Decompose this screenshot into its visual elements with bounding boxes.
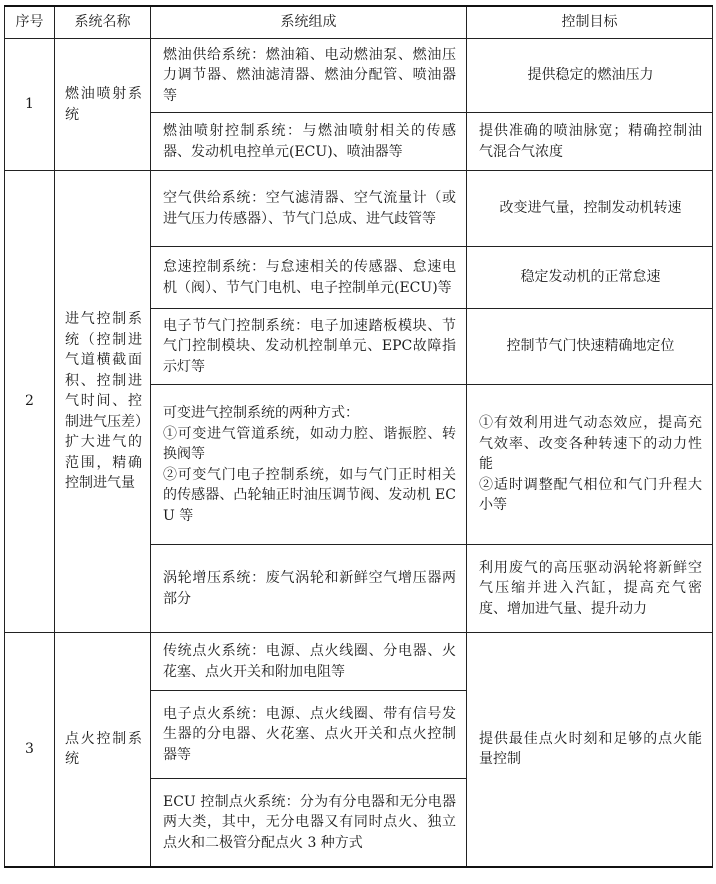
header-system-name: 系统名称: [55, 6, 151, 39]
goal-line: ②适时调整配气相位和气门升程大小等: [479, 476, 702, 514]
goal-cell: 控制节气门快速精确地定位: [467, 309, 713, 385]
row-index-3: 3: [5, 633, 55, 867]
goal-cell: 稳定发动机的正常怠速: [467, 247, 713, 309]
engine-control-systems-table: [4, 5, 713, 868]
system-name-1: 燃油喷射系统: [55, 39, 151, 171]
composition-cell: 燃油喷射控制系统：与燃油喷射相关的传感器、发动机电控单元(ECU)、喷油器等: [151, 113, 467, 171]
goal-cell: 提供稳定的燃油压力: [467, 39, 713, 113]
system-name-2: 进气控制系统（控制进气道横截面积、控制进气时间、控制进气压差）扩大进气的范围，精确控制进气量: [55, 171, 151, 633]
goal-cell: 利用废气的高压驱动涡轮将新鲜空气压缩并进入汽缸，提高充气密度、增加进气量、提升动力: [467, 545, 713, 633]
composition-line: ②可变气门电子控制系统，如与气门正时相关的传感器、凸轮轴正时油压调节阀、发动机 ECU 等: [163, 466, 456, 524]
goal-cell: [467, 385, 713, 545]
goal-cell: 提供准确的喷油脉宽；精确控制油气混合气浓度: [467, 113, 713, 171]
header-index: 序号: [5, 6, 55, 39]
composition-cell: 电子节气门控制系统：电子加速踏板模块、节气门控制模块、发动机控制单元、EPC故障指示灯等: [151, 309, 467, 385]
header-composition: 系统组成: [151, 6, 467, 39]
composition-cell: [151, 385, 467, 545]
table-row: [5, 633, 713, 691]
row-index-2: 2: [5, 171, 55, 633]
goal-cell: 改变进气量，控制发动机转速: [467, 171, 713, 247]
table-row: [5, 171, 713, 247]
composition-line: 可变进气控制系统的两种方式：: [163, 405, 359, 421]
system-name-3: 点火控制系统: [55, 633, 151, 867]
header-goal: 控制目标: [467, 6, 713, 39]
composition-cell: 燃油供给系统：燃油箱、电动燃油泵、燃油压力调节器、燃油滤清器、燃油分配管、喷油器等: [151, 39, 467, 113]
header-row: [5, 6, 713, 39]
composition-cell: 传统点火系统：电源、点火线圈、分电器、火花塞、点火开关和附加电阻等: [151, 633, 467, 691]
goal-cell: 提供最佳点火时刻和足够的点火能量控制: [467, 633, 713, 867]
composition-cell: 怠速控制系统：与怠速相关的传感器、怠速电机（阀）、节气门电机、电子控制单元(ECU)等: [151, 247, 467, 309]
row-index-1: 1: [5, 39, 55, 171]
composition-line: ①可变进气管道系统，如动力腔、谐振腔、转换阀等: [163, 425, 456, 462]
composition-cell: ECU 控制点火系统：分为有分电器和无分电器两大类，其中，无分电器又有同时点火、独立点火和二极管分配点火 3 种方式: [151, 779, 467, 867]
composition-cell: 涡轮增压系统：废气涡轮和新鲜空气增压器两部分: [151, 545, 467, 633]
composition-cell: 空气供给系统：空气滤清器、空气流量计（或进气压力传感器）、节气门总成、进气歧管等: [151, 171, 467, 247]
goal-line: ①有效利用进气动态效应，提高充气效率、改变各种转速下的动力性能: [479, 415, 702, 473]
table-row: [5, 39, 713, 113]
composition-cell: 电子点火系统：电源、点火线圈、带有信号发生器的分电器、火花塞、点火开关和点火控制器等: [151, 691, 467, 779]
